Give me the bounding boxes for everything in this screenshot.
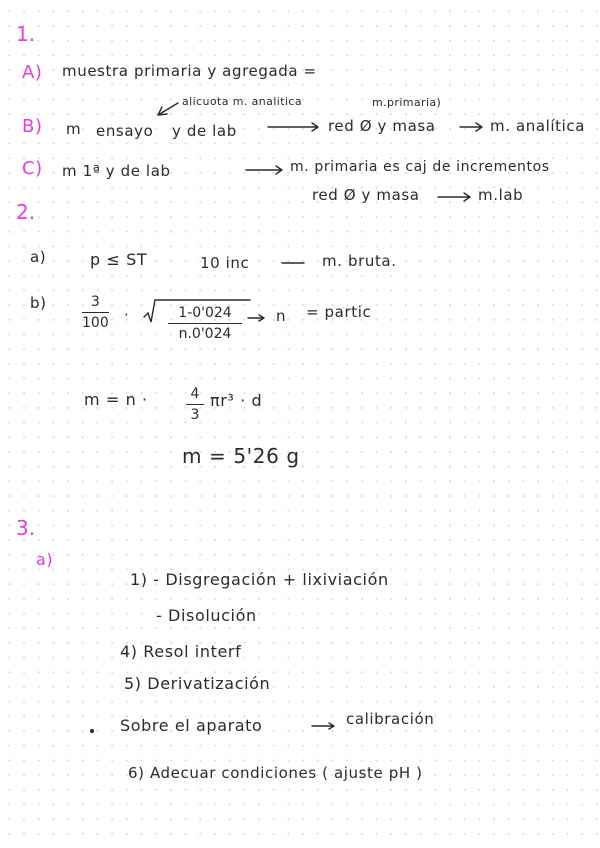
mass-formula-lhs: m = n · [84,390,148,409]
mass-formula-rhs: πr³ · d [210,391,263,410]
item-b-label: B) [22,116,43,137]
item-c-line2: red Ø y masa [312,186,420,204]
item-2b-n: n [276,307,287,325]
item-b-y-de-lab: y de lab [172,122,237,140]
item-2b-partic: = partic [306,303,372,321]
arrow-2b [248,315,264,321]
item-3-6: 6) Adecuar condiciones ( ajuste pH ) [128,764,423,782]
fraction-numerator: 3 [90,294,100,310]
fraction-4-3 [186,386,204,423]
arrow-c2 [438,193,470,201]
item-a-label: A) [22,62,43,83]
section-3-number: 3. [16,516,36,540]
item-b-m: m [66,120,82,138]
item-3-5: 5) Derivatización [124,674,271,693]
fraction-bar [82,312,109,313]
arrow-c1 [246,166,282,174]
arrow-b1 [268,123,318,131]
item-3a-label: a) [36,550,54,569]
item-b-red-masa: red Ø y masa [328,117,436,135]
bullet-dot [90,729,94,733]
annotation-m-primaria: m.primaria) [372,96,442,109]
item-c-result: m. primaria es caj de incrementos [290,159,550,175]
item-2a-result: m. bruta. [322,252,397,270]
item-c-line2-result: m.lab [478,186,524,204]
item-3-sobre: Sobre el aparato [120,716,263,735]
sqrt-numerator: 1-0'024 [178,305,232,321]
fraction-4: 4 [190,386,200,402]
fraction-3: 3 [190,407,200,423]
annotation-alicuota: alicuota m. analitica [182,95,302,108]
dot-operator: · [124,306,130,324]
section-1-number: 1. [16,22,36,46]
fraction-3-100 [82,294,109,331]
arrow-annotation [158,103,178,115]
item-2a-label: a) [30,248,47,266]
mass-result: m = 5'26 g [182,444,300,468]
fraction-denominator: 100 [82,315,109,331]
item-b-ensayo: ensayo [96,122,154,140]
item-3-1: 1) - Disgregación + lixiviación [130,570,389,589]
sqrt-fraction [168,305,242,342]
item-2a-expr: p ≤ ST [90,250,148,269]
arrow-b2 [460,123,482,131]
section-2-number: 2. [16,200,36,224]
sqrt-fraction-bar [168,323,242,324]
sqrt-denominator: n.0'024 [178,326,232,342]
item-3-calibracion: calibración [346,710,435,728]
item-2a-inc: 10 inc [200,254,250,272]
item-3-1b: - Disolución [156,606,257,625]
fraction-4-3-bar [186,404,204,405]
item-c-text: m 1ª y de lab [62,162,171,180]
item-2b-label: b) [30,294,47,312]
item-c-label: C) [22,158,43,179]
item-a-text: muestra primaria y agregada = [62,62,317,80]
item-3-4: 4) Resol interf [120,642,242,661]
item-b-result: m. analítica [490,117,586,135]
arrow-sobre [312,723,334,729]
